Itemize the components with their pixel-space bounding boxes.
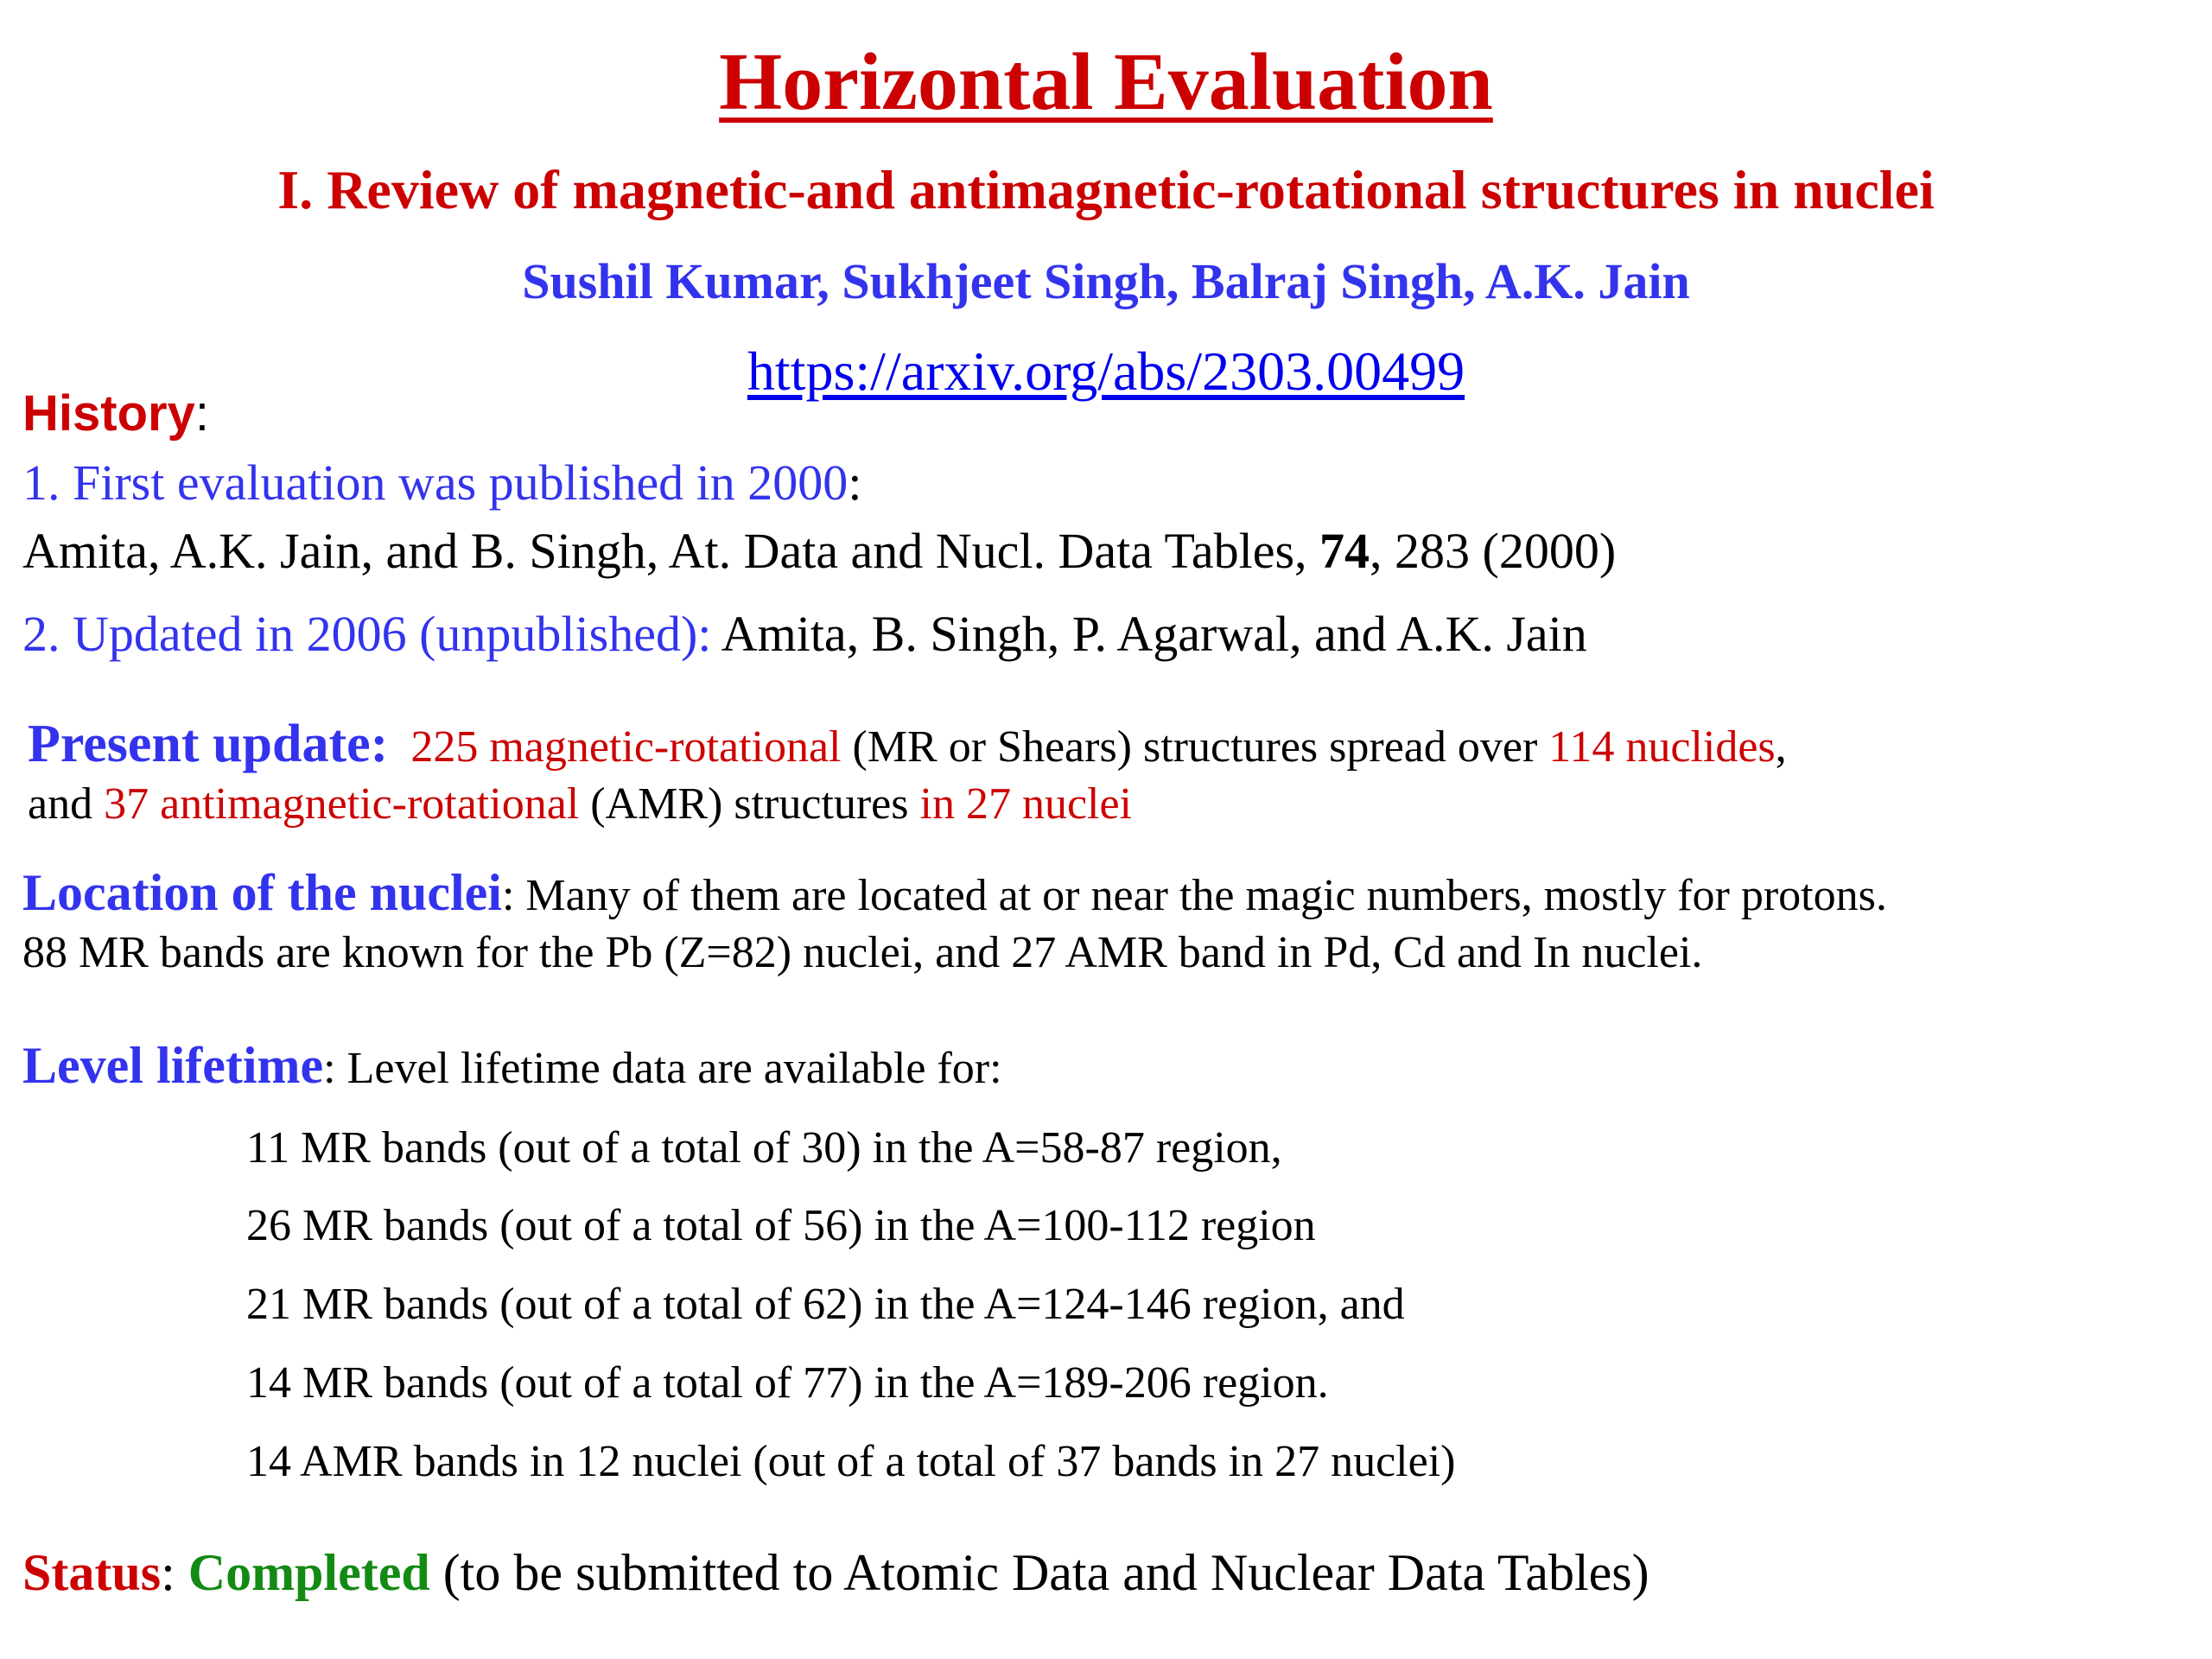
history-colon: : [194, 385, 209, 442]
history-item-2-label: 2. Updated in 2006 (unpublished): [22, 606, 712, 662]
location-label: Location of the nuclei [22, 864, 502, 921]
history-heading [22, 385, 209, 442]
location-line-2: 88 MR bands are known for the Pb (Z=82) nuclei, and 27 AMR band in Pd, Cd and In nuclei. [22, 928, 1703, 977]
present-update-line-2 [28, 779, 1133, 829]
lifetime-heading [22, 1037, 1002, 1094]
reference-authors: Amita, A.K. Jain, and B. Singh, At. Data and Nucl. Data Tables, [22, 523, 1320, 579]
history-item-2 [22, 606, 1587, 662]
lifetime-band-item: 14 AMR bands in 12 nuclei (out of a total of 37 bands in 27 nuclei) [246, 1437, 1456, 1486]
present-update-line-1 [28, 717, 1787, 771]
present-update-label: Present update: [28, 715, 389, 773]
present-update-comma: , [1775, 722, 1787, 772]
history-item-1 [22, 454, 862, 511]
status-value: Completed [188, 1544, 430, 1601]
arxiv-link[interactable]: https://arxiv.org/abs/2303.00499 [747, 340, 1465, 402]
author-list: Sushil Kumar, Sukhjeet Singh, Balraj Singh, A.K. Jain [522, 253, 1690, 309]
lifetime-band-item: 14 MR bands (out of a total of 77) in the A=189-206 region. [246, 1358, 1329, 1408]
subtitle: I. Review of magnetic-and antimagnetic-rotational structures in nuclei [277, 159, 1935, 220]
reference-pages-year: , 283 (2000) [1370, 523, 1617, 579]
history-item-1-colon: : [848, 454, 862, 511]
status-line [22, 1544, 1649, 1601]
status-colon: : [161, 1544, 188, 1601]
amr-nuclei-count: in 27 nuclei [919, 779, 1133, 829]
location-text-1: : Many of them are located at or near the magic numbers, mostly for protons. [501, 871, 1887, 920]
lifetime-label: Level lifetime [22, 1037, 324, 1094]
history-item-2-authors: Amita, B. Singh, P. Agarwal, and A.K. Jain [711, 606, 1587, 662]
lifetime-band-item: 11 MR bands (out of a total of 30) in the A=58-87 region, [246, 1123, 1282, 1173]
mr-structure-count: 225 magnetic-rotational [410, 722, 842, 772]
present-update-and: and [28, 779, 105, 829]
status-label: Status [22, 1544, 162, 1601]
lifetime-band-item: 26 MR bands (out of a total of 56) in the A=100-112 region [246, 1201, 1316, 1250]
history-label: History [22, 385, 195, 442]
present-update-amr-text: (AMR) structures [579, 779, 920, 829]
page-title: Horizontal Evaluation [719, 37, 1493, 127]
lifetime-band-item: 21 MR bands (out of a total of 62) in the A=124-146 region, and [246, 1280, 1405, 1329]
amr-structure-count: 37 antimagnetic-rotational [104, 779, 580, 829]
present-update-text: (MR or Shears) structures spread over [841, 722, 1549, 772]
status-note: (to be submitted to Atomic Data and Nuclear Data Tables) [429, 1544, 1649, 1601]
history-item-1-reference [22, 523, 1617, 579]
reference-volume: 74 [1319, 523, 1370, 579]
location-line-1 [22, 864, 1887, 921]
nuclide-count: 114 nuclides [1548, 722, 1776, 772]
arxiv-link-row [0, 340, 2212, 402]
lifetime-intro: : Level lifetime data are available for: [323, 1044, 1002, 1093]
history-item-1-label: 1. First evaluation was published in 2000 [22, 454, 849, 511]
